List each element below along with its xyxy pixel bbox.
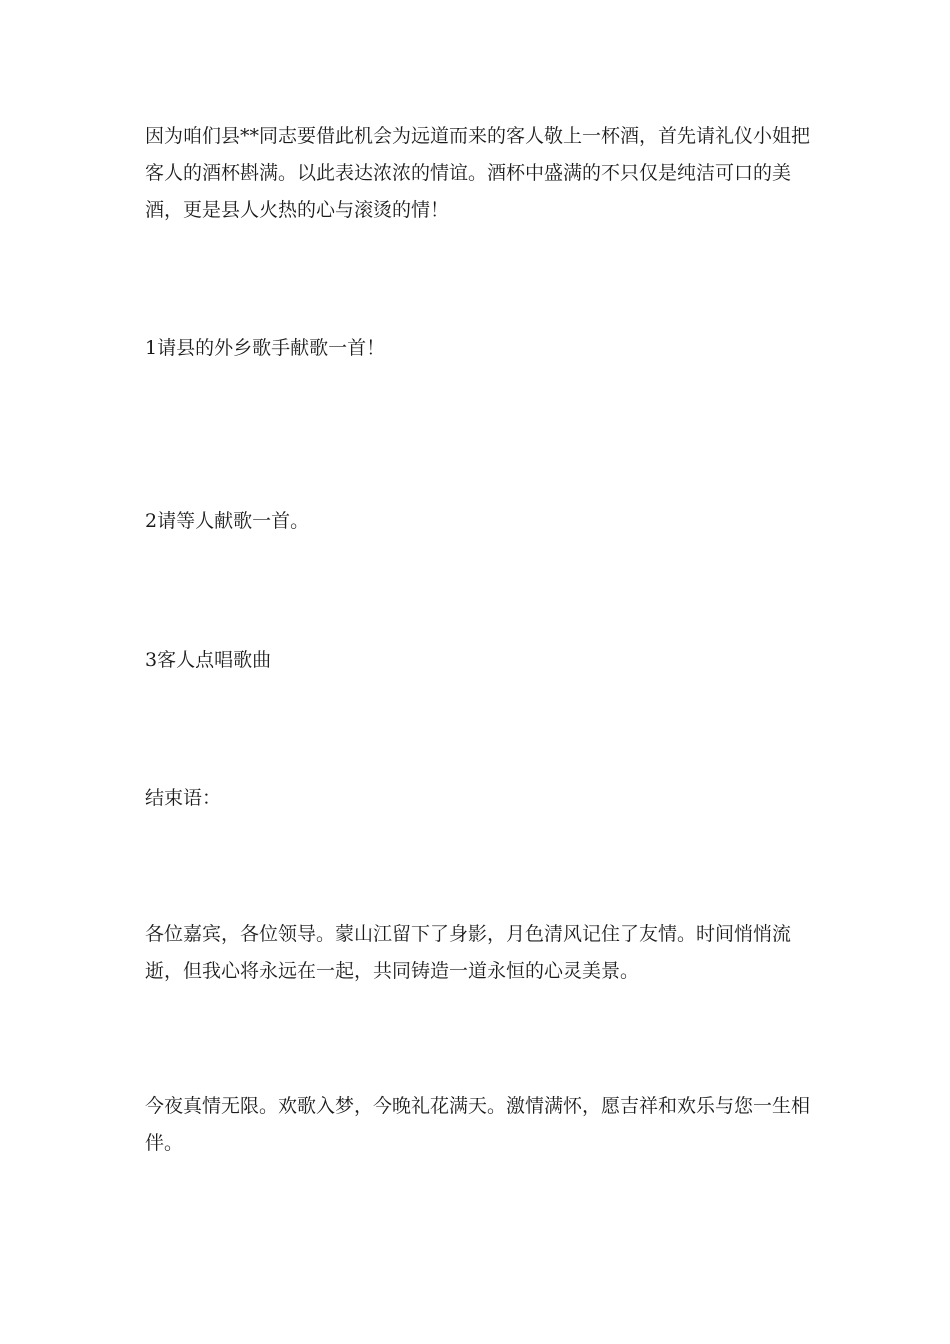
paragraph-closing-wishes: 今夜真情无限。欢歌入梦，今晚礼花满天。激情满怀，愿吉祥和欢乐与您一生相伴。 bbox=[145, 1095, 811, 1154]
paragraph-toast-intro: 因为咱们县**同志要借此机会为远道而来的客人敬上一杯酒，首先请礼仪小姐把客人的酒杯斟满。以此表达浓浓的情谊。酒杯中盛满的不只仅是纯洁可口的美酒，更是县人火热的心与滚烫的情！ bbox=[145, 125, 811, 221]
paragraph-program-item-1: 1请县的外乡歌手献歌一首！ bbox=[145, 337, 386, 359]
paragraph-program-item-2: 2请等人献歌一首。 bbox=[145, 510, 310, 532]
paragraph-program-item-3: 3客人点唱歌曲 bbox=[145, 649, 272, 671]
paragraph-closing-heading: 结束语： bbox=[145, 787, 222, 809]
paragraph-closing-remarks: 各位嘉宾，各位领导。蒙山江留下了身影，月色清风记住了友情。时间悄悄流逝，但我心将永远在一起，共同铸造一道永恒的心灵美景。 bbox=[145, 923, 792, 982]
